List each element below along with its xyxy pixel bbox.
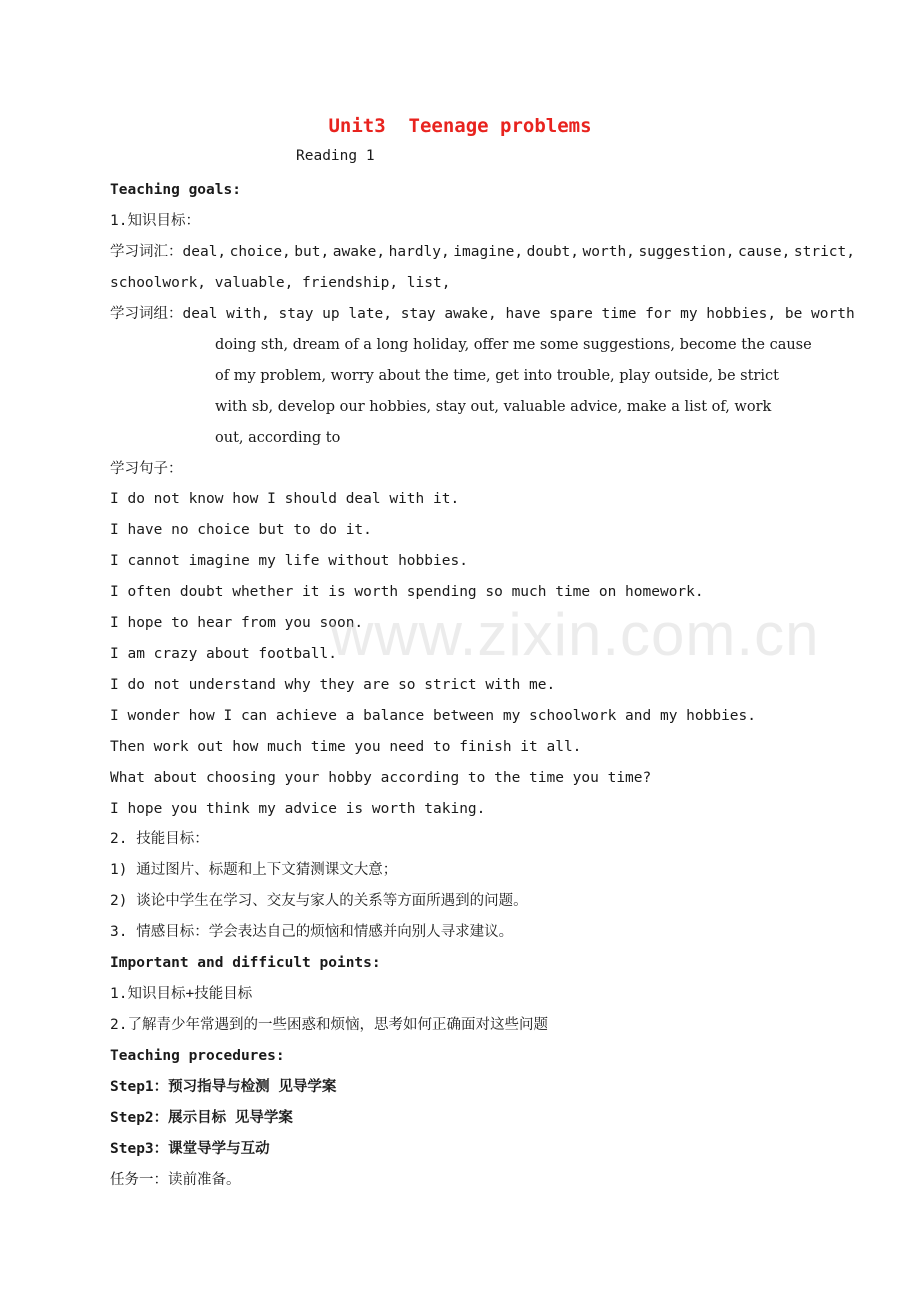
knowledge-goal: 1.知识目标： — [110, 213, 200, 229]
vocab-word: strict, — [793, 244, 855, 260]
point-item: 2.了解青少年常遇到的一些困惑和烦恼，思考如何正确面对这些问题 — [110, 1017, 548, 1033]
vocab-word: imagine, — [453, 244, 524, 260]
vocab-line-1 — [110, 242, 855, 262]
sentence-line: I wonder how I can achieve a balance between my schoolwork and my hobbies. — [110, 708, 757, 724]
sentence-line: What about choosing your hobby according to the time you time? — [110, 770, 652, 786]
sentence-line: I have no choice but to do it. — [110, 522, 372, 538]
page-subtitle: Reading 1 — [296, 148, 375, 164]
step-item: Step1：预习指导与检测 见导学案 — [110, 1079, 337, 1095]
sentence-line: I hope you think my advice is worth taking. — [110, 801, 486, 817]
vocab-word: 学习词汇：deal, — [110, 244, 227, 260]
phrases-line: out, according to — [215, 430, 341, 446]
sentence-line: I do not understand why they are so strict with me. — [110, 677, 556, 693]
phrases-line: of my problem, worry about the time, get into trouble, play outside, be strict — [215, 368, 779, 384]
step-item: Step2：展示目标 见导学案 — [110, 1110, 293, 1126]
vocab-word: worth, — [582, 244, 635, 260]
sentence-line: I hope to hear from you soon. — [110, 615, 364, 631]
vocab-word: cause, — [737, 244, 791, 260]
vocab-word: doubt, — [526, 244, 580, 260]
points-heading: Important and difficult points: — [110, 955, 381, 971]
page-title: Unit3 Teenage problems — [328, 115, 592, 137]
vocab-word: but, — [294, 244, 330, 260]
sentences-label: 学习句子： — [110, 461, 183, 477]
vocab-line-2: schoolwork, valuable, friendship, list, — [110, 275, 451, 291]
vocab-word: choice, — [229, 244, 291, 260]
sentence-line: I do not know how I should deal with it. — [110, 491, 460, 507]
goals-heading: Teaching goals: — [110, 182, 241, 198]
sentence-line: I cannot imagine my life without hobbies. — [110, 553, 468, 569]
skill-item: 1) 通过图片、标题和上下文猜测课文大意； — [110, 862, 398, 878]
sentence-line: I am crazy about football. — [110, 646, 337, 662]
phrases-line: doing sth, dream of a long holiday, offer me some suggestions, become the cause — [215, 337, 812, 353]
phrases-line: with sb, develop our hobbies, stay out, valuable advice, make a list of, work — [215, 399, 772, 415]
sentence-line: Then work out how much time you need to finish it all. — [110, 739, 582, 755]
step-item: Step3：课堂导学与互动 — [110, 1141, 270, 1157]
vocab-word: awake, — [332, 244, 386, 260]
skill-item: 2) 谈论中学生在学习、交友与家人的关系等方面所遇到的问题。 — [110, 893, 528, 909]
skill-goal: 2. 技能目标： — [110, 831, 209, 847]
task-one: 任务一：读前准备。 — [110, 1172, 241, 1188]
phrases-line-1: 学习词组：deal with, stay up late, stay awake, have spare time for my hobbies, be worth — [110, 306, 855, 322]
procedures-heading: Teaching procedures: — [110, 1048, 285, 1064]
vocab-word: hardly, — [388, 244, 450, 260]
emotion-goal: 3. 情感目标：学会表达自己的烦恼和情感并向别人寻求建议。 — [110, 924, 514, 940]
sentence-line: I often doubt whether it is worth spending so much time on homework. — [110, 584, 704, 600]
watermark: www.zixin.com.cn — [330, 601, 820, 668]
point-item: 1.知识目标+技能目标 — [110, 986, 253, 1002]
vocab-word: suggestion, — [638, 244, 735, 260]
